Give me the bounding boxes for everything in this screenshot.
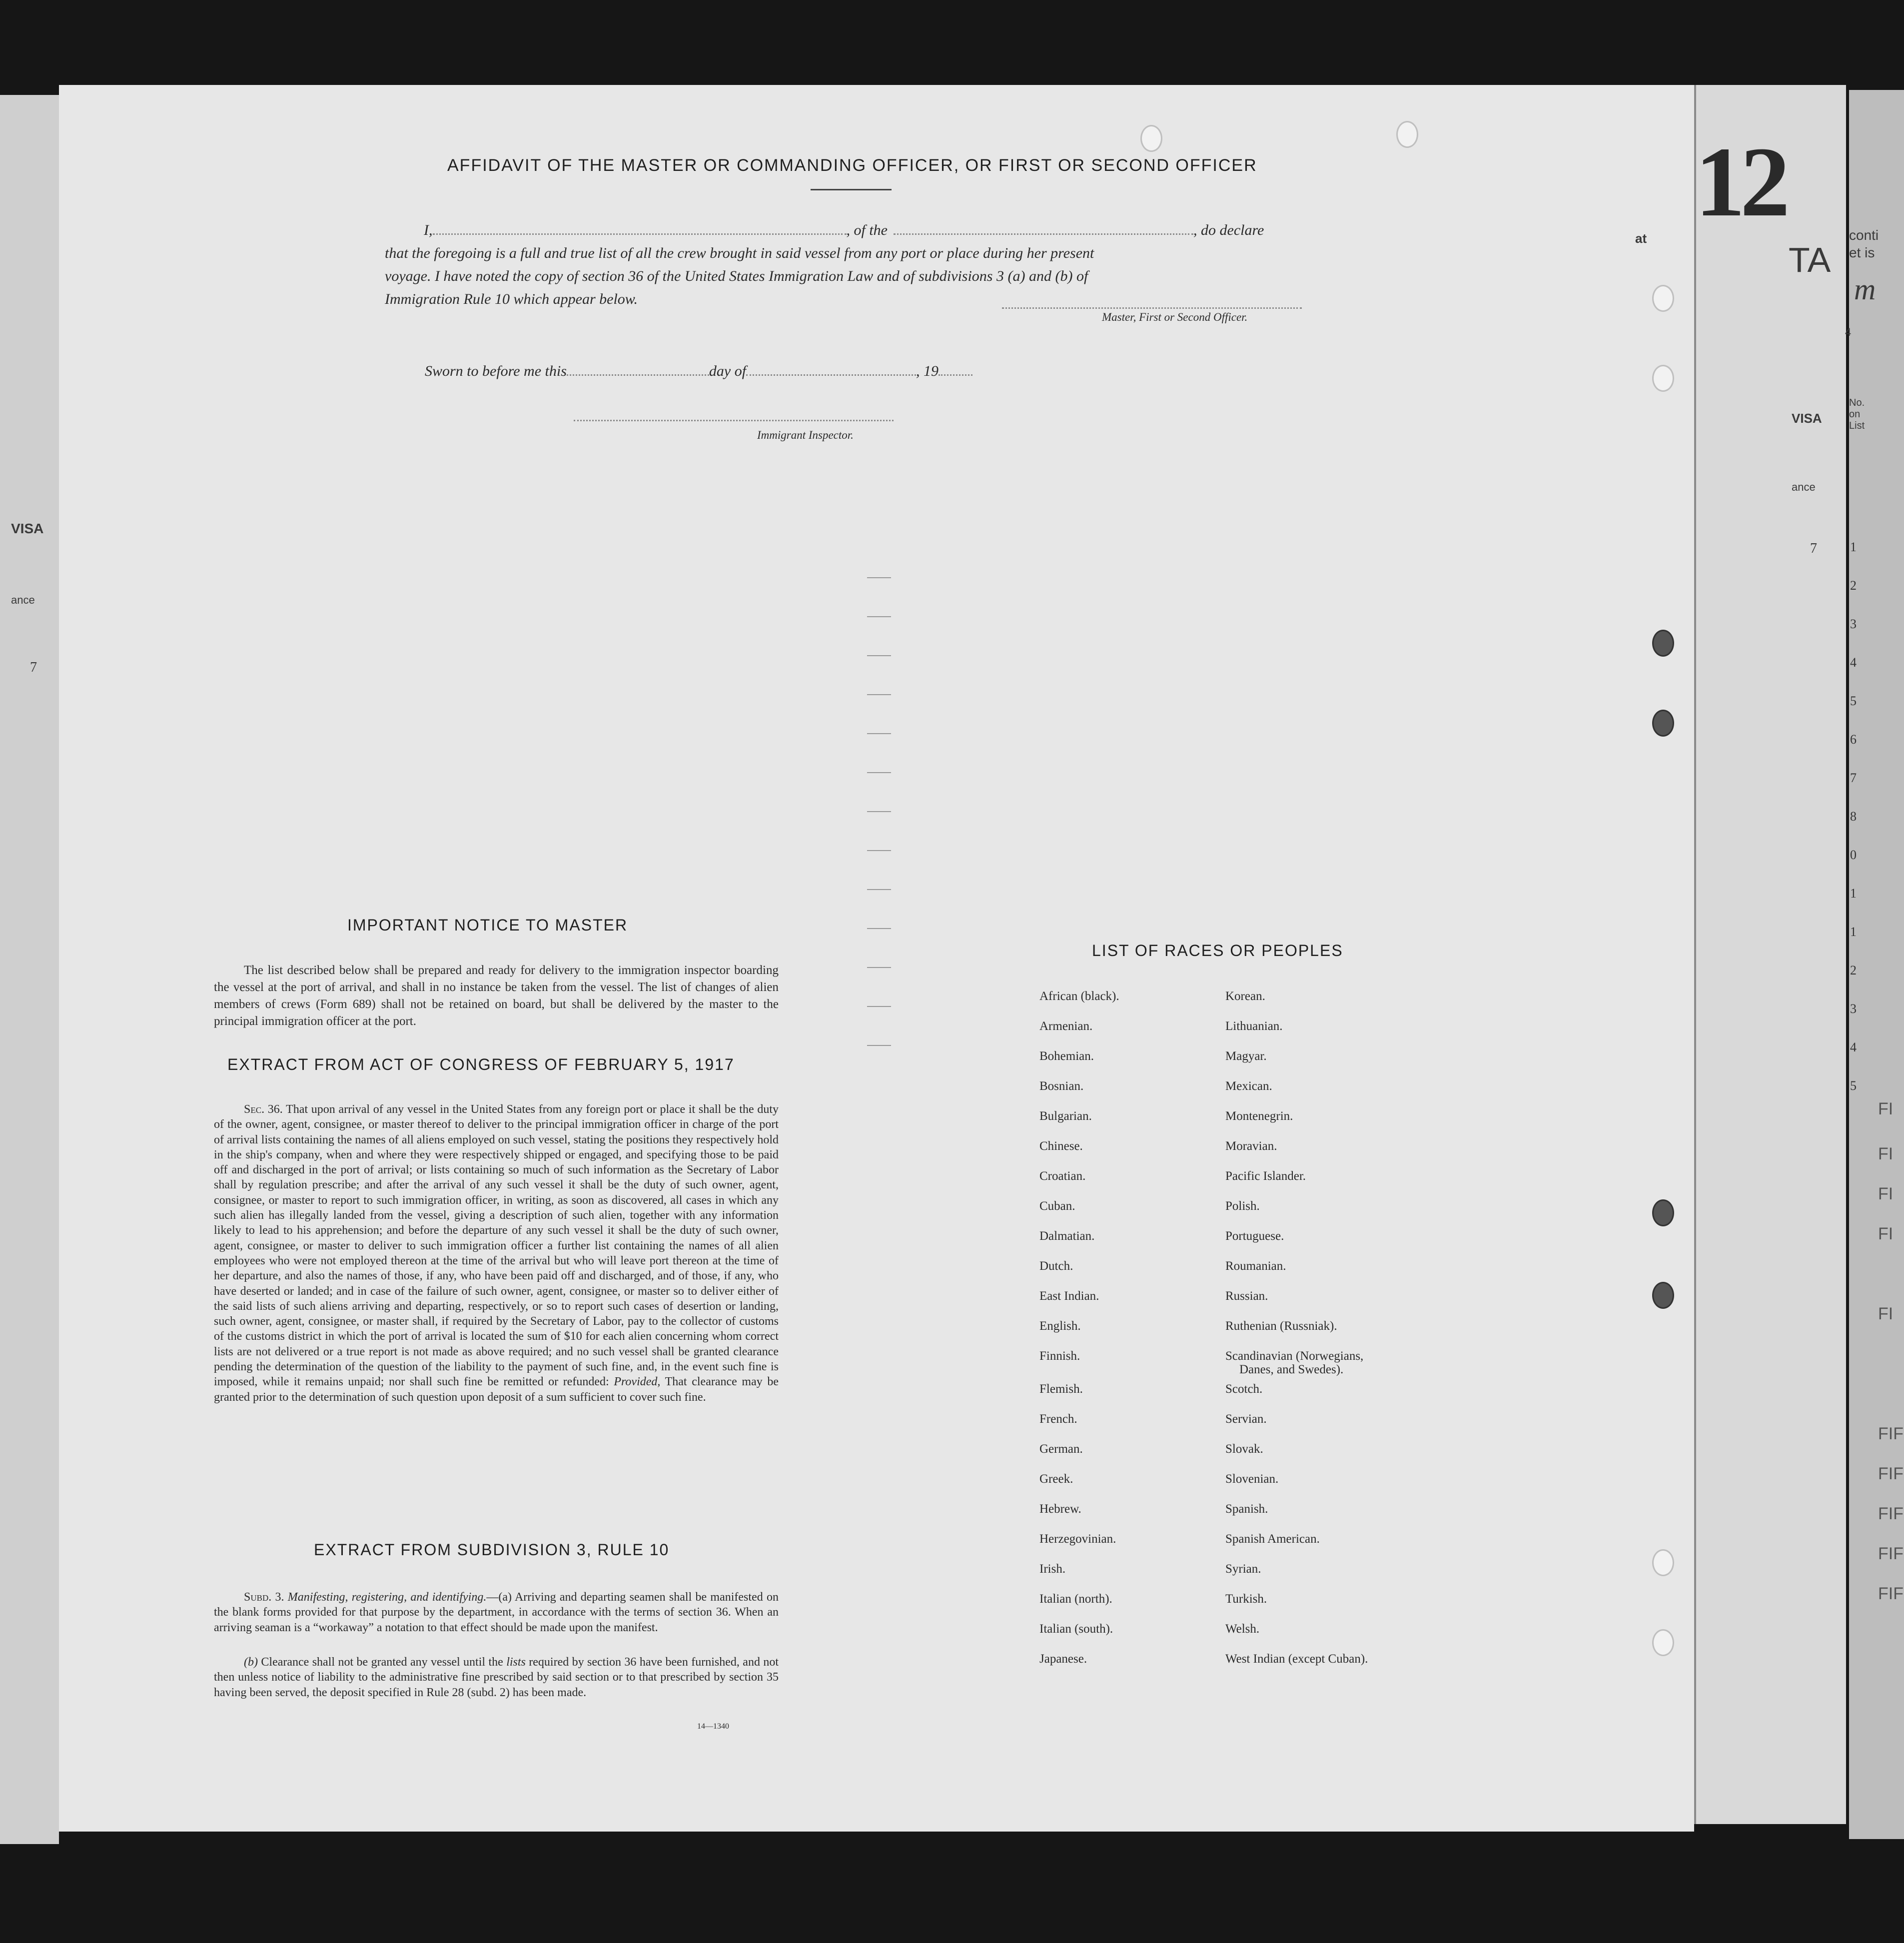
- punch-hole: [1652, 1549, 1674, 1576]
- race-item: Flemish.: [1039, 1382, 1083, 1396]
- race-item: Japanese.: [1039, 1652, 1087, 1666]
- race-item: Dalmatian.: [1039, 1229, 1095, 1243]
- section-label: Sec. 36.: [244, 1103, 283, 1116]
- title-rule: [811, 189, 892, 190]
- race-item: East Indian.: [1039, 1289, 1099, 1303]
- race-item: Herzegovinian.: [1039, 1532, 1116, 1546]
- race-item: Greek.: [1039, 1472, 1073, 1486]
- race-item: Polish.: [1225, 1199, 1260, 1213]
- subdivision-b-body-1: Clearance shall not be granted any vessel until the: [261, 1656, 503, 1669]
- race-item: Welsh.: [1225, 1622, 1260, 1636]
- race-item: Cuban.: [1039, 1199, 1075, 1213]
- dash-mark: [867, 1045, 891, 1046]
- signature-line: [1002, 307, 1302, 309]
- affidavit-line-3: voyage. I have noted the copy of section 36 of the United States Immigration Law and of subdivisions 3 (a) and (b) of: [385, 268, 1088, 284]
- race-item: Slovenian.: [1225, 1472, 1279, 1486]
- row-number: 3: [1850, 1001, 1857, 1016]
- right-at-fragment: at: [1635, 231, 1647, 246]
- fi-label: FIF: [1878, 1424, 1904, 1443]
- subdivision-b-label: (b): [244, 1656, 258, 1669]
- race-item: Chinese.: [1039, 1139, 1083, 1153]
- punch-hole: [1652, 365, 1674, 392]
- race-item: African (black).: [1039, 989, 1119, 1003]
- form-number: 14—1340: [697, 1722, 729, 1731]
- notice-title: IMPORTANT NOTICE TO MASTER: [347, 916, 628, 934]
- fi-label: FI: [1878, 1304, 1894, 1323]
- signature-caption: Master, First or Second Officer.: [1102, 311, 1248, 323]
- right-et-is-fragment: et is: [1849, 245, 1875, 260]
- subdivision-a-body: Arriving and departing seamen shall be manifested on the blank forms provided for that purpose by the department, in accordance with the terms of section 36. When an arriving seaman is a “workaway” a notation to that effect should be made upon the manifest.: [214, 1591, 779, 1634]
- row-number: 1: [1850, 886, 1857, 901]
- race-item: Korean.: [1225, 989, 1265, 1003]
- subdivision-heading: Manifesting, registering, and identifying.: [287, 1591, 487, 1604]
- row-number: 4: [1850, 655, 1857, 670]
- punch-hole: [1652, 285, 1674, 312]
- subdivision-a-label: —(a): [486, 1591, 512, 1604]
- affidavit-declare: , do declare: [1193, 222, 1264, 238]
- punch-hole: [1140, 125, 1162, 152]
- fi-label: FIF: [1878, 1464, 1904, 1483]
- provided-word: Provided,: [614, 1375, 661, 1389]
- right-no-fragment: No.: [1849, 397, 1865, 408]
- subdivision-b-body-2: required by section 36 have been furnished, and not then unless notice of liability to the administrative fine prescribed by said section or to that prescribed by section 35 having been served, the deposit specified in Rule 28 (subd. 2) has been made.: [214, 1656, 779, 1699]
- race-item: Lithuanian.: [1225, 1019, 1283, 1033]
- race-item: Russian.: [1225, 1289, 1268, 1303]
- sworn-prefix: Sworn to before me this: [425, 363, 567, 379]
- dash-mark: [867, 694, 891, 695]
- right-4-fragment: 4: [1845, 326, 1852, 338]
- affidavit-line-2: that the foregoing is a full and true list of all the crew brought in said vessel from any port or place during her present: [385, 245, 1094, 261]
- notice-text: The list described below shall be prepared and ready for delivery to the immigration inspector boarding the vessel at the port of arrival, and shall in no instance be taken from the vessel. The list of changes of alien members of crews (Form 689) shall not be retained on board, but shall be delivered by the master to the principal immigration officer at the port.: [214, 964, 779, 1028]
- page-number-stamp: 12: [1695, 127, 1785, 237]
- subdivision-b-lists: lists: [506, 1656, 526, 1669]
- punch-hole: [1652, 710, 1674, 737]
- left-adjacent-page: [0, 95, 59, 1844]
- fi-label: FI: [1878, 1184, 1894, 1203]
- section-36-body: That upon arrival of any vessel in the United States from any foreign port or place it shall be the duty of the owner, agent, consignee, or master thereof to deliver to the principal immigration officer in charge of the port of arrival lists containing the names of all aliens employed on such vessel, stating the positions they respectively hold in the ship's company, when and where they were respectively shipped or engaged, and specifying those to be paid off and discharged in the port of arrival; or lists containing so much of such information as the Secretary of Labor shall by regulation prescribe; and after the arrival of any such vessel it shall be the duty of such owner, agent, consignee, or master to report to such immigration officer, in writing, as soon as discovered, all cases in which any such alien has illegally landed from the vessel, giving a description of such alien, together with any information likely to lead to his apprehension; and before the departure of any such vessel it shall be the duty of such owner, agent, consignee, or master to deliver to such immigration officer a further list containing the names of all alien employees who were not employed thereon at the time of the arrival but who will leave port thereon at the time of her departure, and also the names of those, if any, who have been paid off and discharged, and of those, if any, who have deserted or landed; and in case of the failure of such owner, agent, consignee, or master so to deliver either of the said lists of such aliens arriving and departing, respectively, or so to report such cases of desertion or landing, such owner, agent, consignee, or master shall, if required by the Secretary of Labor, pay to the collector of customs of the customs district in which the port of arrival is located the sum of $10 for each alien concerning whom correct lists are not delivered or a true report is not made as above required; and no such vessel shall be granted clearance pending the determination of the question of the liability to the payment of such fine, and, in the event such fine is imposed, while it remains unpaid; nor shall such fine be remitted or refunded:: [214, 1103, 779, 1389]
- dash-mark: [867, 889, 891, 890]
- race-item: Moravian.: [1225, 1139, 1277, 1153]
- extract-act-title: EXTRACT FROM ACT OF CONGRESS OF FEBRUARY 5, 1917: [227, 1055, 735, 1073]
- race-item: Portuguese.: [1225, 1229, 1284, 1243]
- right-7-fragment: 7: [1810, 541, 1817, 556]
- row-number: 1: [1850, 540, 1857, 554]
- fi-label: FI: [1878, 1224, 1894, 1243]
- subdivision-label: Subd. 3.: [244, 1591, 284, 1604]
- right-ance-fragment: ance: [1792, 481, 1816, 493]
- race-item: Bohemian.: [1039, 1049, 1094, 1063]
- row-number: 3: [1850, 617, 1857, 631]
- affidavit-i: I,: [424, 222, 433, 238]
- dash-mark: [867, 1006, 891, 1007]
- row-number: 1: [1850, 925, 1857, 939]
- section-36-end: That clearance may be granted prior to the determination of such question upon deposit of a sum sufficient to cover such fine.: [214, 1375, 779, 1404]
- race-item: Servian.: [1225, 1412, 1267, 1426]
- race-item: West Indian (except Cuban).: [1225, 1652, 1368, 1666]
- punch-hole: [1652, 1282, 1674, 1309]
- row-number: 4: [1850, 1040, 1857, 1054]
- right-handwriting-fragment: m: [1854, 273, 1876, 306]
- race-item: Danes, and Swedes).: [1239, 1363, 1344, 1376]
- race-item: French.: [1039, 1412, 1077, 1426]
- race-item: German.: [1039, 1442, 1083, 1456]
- vessel-blank: [894, 233, 1193, 235]
- race-item: Syrian.: [1225, 1562, 1261, 1576]
- right-underlying-form: [1694, 85, 1846, 1824]
- name-blank: [433, 233, 847, 235]
- subdivision-3b-text: [214, 1655, 779, 1700]
- row-number: 6: [1850, 732, 1857, 747]
- race-item: Irish.: [1039, 1562, 1066, 1576]
- row-number: 2: [1850, 963, 1857, 977]
- fi-label: FI: [1878, 1099, 1894, 1118]
- dash-mark: [867, 928, 891, 929]
- inspector-signature-line: [574, 420, 894, 421]
- dash-mark: [867, 616, 891, 617]
- affidavit-line-4: Immigration Rule 10 which appear below.: [385, 291, 638, 307]
- race-item: Dutch.: [1039, 1259, 1073, 1273]
- dash-mark: [867, 967, 891, 968]
- race-item: Bulgarian.: [1039, 1109, 1092, 1123]
- year-blank: [939, 374, 972, 376]
- affidavit-of-the: , of the: [846, 222, 888, 238]
- right-ta-fragment: TA: [1789, 240, 1831, 279]
- race-item: Magyar.: [1225, 1049, 1267, 1063]
- day-blank: [567, 374, 709, 376]
- right-list-fragment: List: [1849, 420, 1865, 431]
- right-conti-fragment: conti: [1849, 227, 1879, 243]
- left-visa-fragment: VISA: [11, 521, 44, 536]
- dash-mark: [867, 850, 891, 851]
- race-item: Pacific Islander.: [1225, 1169, 1306, 1183]
- right-adjacent-page: [1849, 90, 1904, 1839]
- dash-mark: [867, 811, 891, 812]
- race-item: Scandinavian (Norwegians,: [1225, 1349, 1364, 1363]
- races-title: LIST OF RACES OR PEOPLES: [1092, 942, 1343, 960]
- row-number: 2: [1850, 578, 1857, 593]
- sworn-day-of: day of: [709, 363, 747, 379]
- punch-hole: [1652, 630, 1674, 657]
- punch-hole: [1396, 121, 1418, 148]
- row-number: 5: [1850, 694, 1857, 708]
- fi-label: FI: [1878, 1144, 1894, 1163]
- race-item: Bosnian.: [1039, 1079, 1084, 1093]
- fi-label: FIF: [1878, 1584, 1904, 1603]
- left-number-fragment: 7: [30, 660, 37, 675]
- race-item: Turkish.: [1225, 1592, 1267, 1606]
- race-item: Scotch.: [1225, 1382, 1263, 1396]
- sworn-statement: [425, 363, 972, 380]
- row-number: 5: [1850, 1078, 1857, 1093]
- dash-mark: [867, 772, 891, 773]
- dash-mark: [867, 655, 891, 656]
- sworn-year: , 19: [916, 363, 939, 379]
- race-item: Croatian.: [1039, 1169, 1086, 1183]
- affidavit-title: AFFIDAVIT OF THE MASTER OR COMMANDING OFFICER, OR FIRST OR SECOND OFFICER: [447, 156, 1257, 175]
- race-item: Roumanian.: [1225, 1259, 1286, 1273]
- affidavit-line-1: [424, 219, 1264, 242]
- extract-rule-title: EXTRACT FROM SUBDIVISION 3, RULE 10: [314, 1541, 670, 1559]
- month-blank: [746, 374, 916, 376]
- race-item: English.: [1039, 1319, 1081, 1333]
- inspector-caption: Immigrant Inspector.: [757, 429, 854, 441]
- race-item: Finnish.: [1039, 1349, 1080, 1363]
- section-36-text: [214, 1102, 779, 1405]
- fi-label: FIF: [1878, 1544, 1904, 1563]
- dash-mark: [867, 733, 891, 734]
- race-item: Spanish American.: [1225, 1532, 1320, 1546]
- punch-hole: [1652, 1199, 1674, 1226]
- race-item: Slovak.: [1225, 1442, 1263, 1456]
- form-page: [59, 85, 1694, 1832]
- race-item: Italian (south).: [1039, 1622, 1113, 1636]
- row-number: 7: [1850, 771, 1857, 785]
- fi-label: FIF: [1878, 1504, 1904, 1523]
- row-number: 0: [1850, 848, 1857, 862]
- race-item: Mexican.: [1225, 1079, 1272, 1093]
- subdivision-3a-text: [214, 1590, 779, 1635]
- race-item: Italian (north).: [1039, 1592, 1112, 1606]
- right-on-fragment: on: [1849, 409, 1861, 420]
- punch-hole: [1652, 1629, 1674, 1656]
- dash-mark: [867, 577, 891, 578]
- left-ance-fragment: ance: [11, 594, 35, 606]
- race-item: Armenian.: [1039, 1019, 1093, 1033]
- race-item: Hebrew.: [1039, 1502, 1081, 1516]
- row-number: 8: [1850, 809, 1857, 824]
- right-visa-fragment: VISA: [1792, 411, 1822, 426]
- race-item: Spanish.: [1225, 1502, 1268, 1516]
- race-item: Montenegrin.: [1225, 1109, 1293, 1123]
- race-item: Ruthenian (Russniak).: [1225, 1319, 1337, 1333]
